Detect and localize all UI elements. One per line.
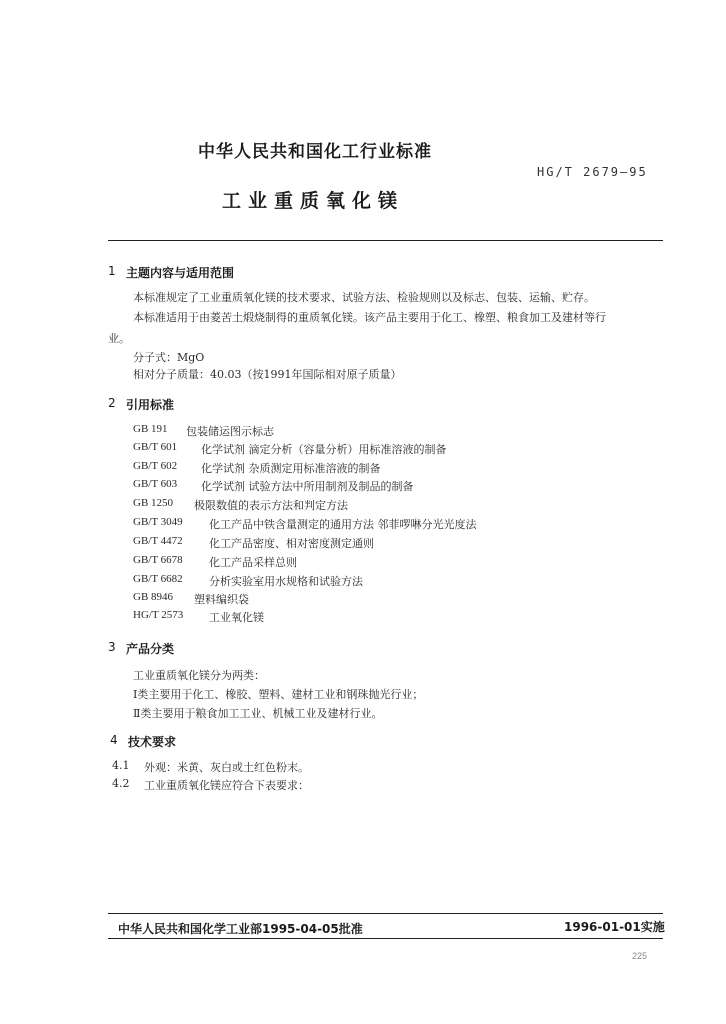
paragraph-line: Ⅰ类主要用于化工、橡胶、塑料、建材工业和钢珠抛光行业； xyxy=(133,688,424,701)
footer-rule xyxy=(108,913,663,914)
reference-title: 化学试剂 试验方法中所用制剂及制品的制备 xyxy=(201,480,414,493)
reference-title: 化工产品采样总则 xyxy=(209,556,297,569)
reference-title: 化工产品密度、相对密度测定通则 xyxy=(209,537,374,550)
reference-code: HG/T 2573 xyxy=(133,609,184,621)
reference-code: GB/T 3049 xyxy=(133,516,183,528)
molar-mass-line: 相对分子质量：40.03（按1991年国际相对原子质量） xyxy=(133,368,402,381)
approval-statement: 中华人民共和国化学工业部1995-04-05批准 xyxy=(118,922,363,936)
reference-code: GB/T 6682 xyxy=(133,573,183,585)
reference-title: 工业氧化镁 xyxy=(209,611,264,624)
page-number: 225 xyxy=(632,951,648,961)
reference-code: GB/T 6678 xyxy=(133,554,183,566)
section-title: 产品分类 xyxy=(126,642,175,656)
reference-title: 包装储运图示标志 xyxy=(186,425,274,438)
section-title: 引用标准 xyxy=(126,398,175,412)
item-number: 4.1 xyxy=(112,759,130,772)
reference-code: GB/T 602 xyxy=(133,460,178,472)
item-text: 外观：米黄、灰白或土红色粉末。 xyxy=(144,761,309,774)
section-number: 4 xyxy=(110,733,118,747)
item-number: 4.2 xyxy=(112,777,130,790)
reference-title: 化学试剂 滴定分析（容量分析）用标准溶液的制备 xyxy=(201,443,447,456)
reference-title: 化学试剂 杂质测定用标准溶液的制备 xyxy=(201,462,381,475)
reference-code: GB 8946 xyxy=(133,591,174,603)
reference-title: 极限数值的表示方法和判定方法 xyxy=(194,499,348,512)
reference-title: 化工产品中铁含量测定的通用方法 邻菲啰啉分光光度法 xyxy=(209,518,477,531)
paragraph-line: Ⅱ类主要用于粮食加工工业、机械工业及建材行业。 xyxy=(133,707,383,720)
standard-code: HG/T 2679—95 xyxy=(537,165,648,179)
paragraph-line: 业。 xyxy=(108,332,130,345)
header-rule xyxy=(108,240,663,241)
section-number: 1 xyxy=(108,264,116,278)
reference-title: 分析实验室用水规格和试验方法 xyxy=(209,575,363,588)
implementation-date: 1996-01-01实施 xyxy=(564,920,665,934)
document-title: 工业重质氧化镁 xyxy=(222,190,405,212)
org-title: 中华人民共和国化工行业标准 xyxy=(198,142,432,162)
item-text: 工业重质氧化镁应符合下表要求： xyxy=(144,779,309,792)
reference-title: 塑料编织袋 xyxy=(194,593,249,606)
section-title: 技术要求 xyxy=(128,735,177,749)
reference-code: GB 1250 xyxy=(133,497,174,509)
paragraph-line: 本标准适用于由菱苦土煅烧制得的重质氧化镁。该产品主要用于化工、橡塑、粮食加工及建材等行 xyxy=(133,311,606,324)
reference-code: GB 191 xyxy=(133,423,168,435)
section-number: 2 xyxy=(108,396,116,410)
paragraph-line: 本标准规定了工业重质氧化镁的技术要求、试验方法、检验规则以及标志、包装、运输、贮存。 xyxy=(133,291,595,304)
reference-code: GB/T 4472 xyxy=(133,535,183,547)
formula-line: 分子式：MgO xyxy=(133,351,205,364)
reference-code: GB/T 603 xyxy=(133,478,178,490)
section-title: 主题内容与适用范围 xyxy=(126,266,235,280)
section-number: 3 xyxy=(108,640,116,654)
reference-code: GB/T 601 xyxy=(133,441,178,453)
paragraph-line: 工业重质氧化镁分为两类： xyxy=(133,669,265,682)
footer-bottom-rule xyxy=(108,938,663,939)
